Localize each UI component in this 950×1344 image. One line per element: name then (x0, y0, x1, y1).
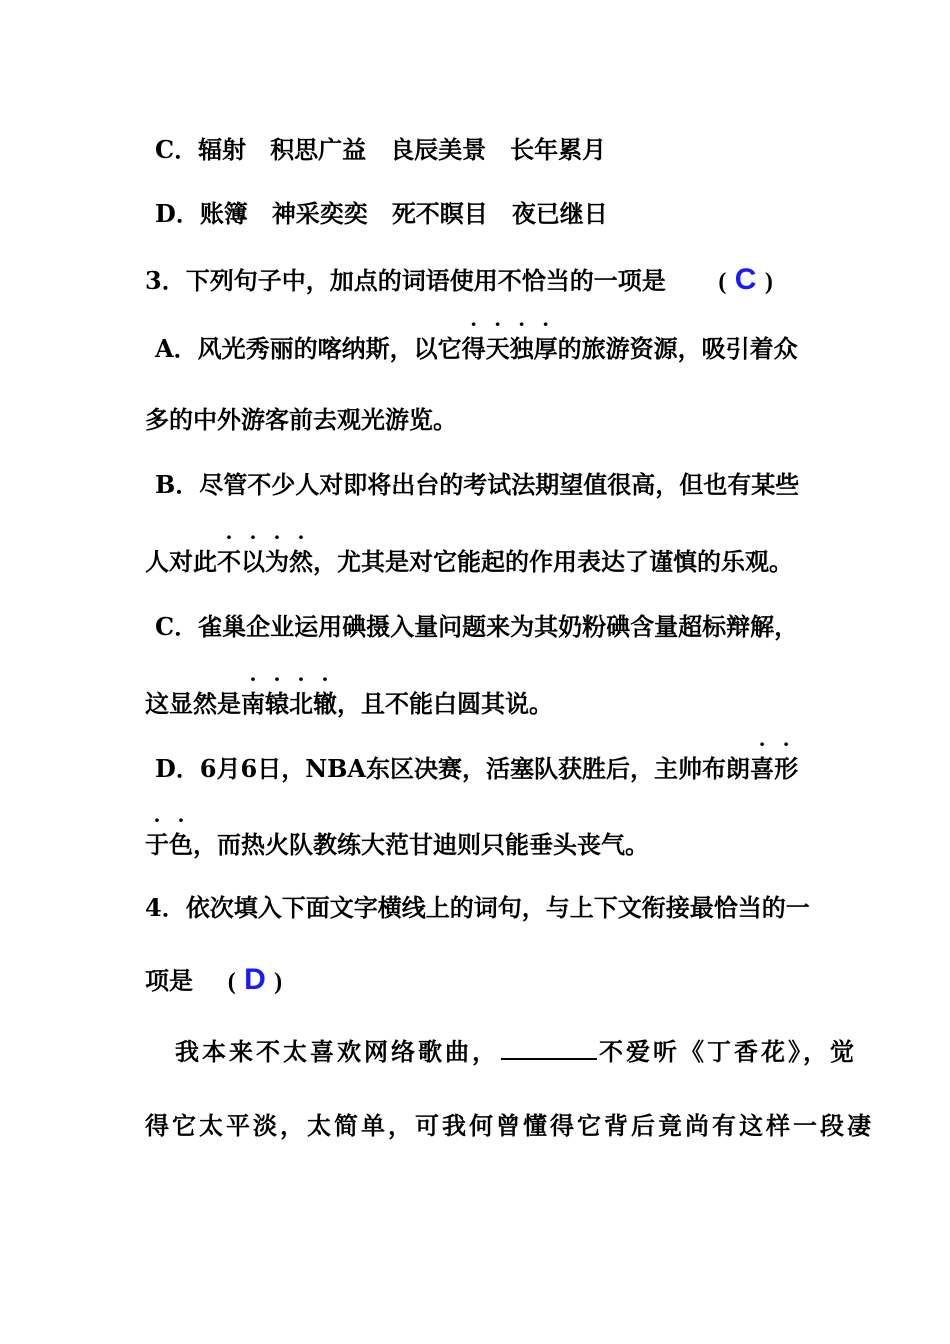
q3-option-c-line1: C．雀巢企业运用碘摄入量问题来为其奶粉碘含量超标辩解， (155, 612, 799, 641)
q3-option-a-line1: A．风光秀丽的喀纳斯，以它得天独厚的旅游资源，吸引着众 (155, 334, 798, 363)
emphasis-dot-char: 南 (241, 689, 265, 718)
emphasis-dot-char: 为 (265, 547, 289, 576)
emphasis-dot-char: 北 (289, 689, 313, 718)
emphasis-dot-char: 形 (774, 754, 799, 783)
q4-stem-line2: 项是 ( D ) (145, 963, 283, 996)
emphasis-dot-char: 然 (289, 547, 313, 576)
q3-option-b-line1: B．尽管不少人对即将出台的考试法期望值很高，但也有某些 (155, 470, 800, 499)
emphasis-dot-char: 辙 (313, 689, 337, 718)
emphasis-dot-char: 色 (169, 830, 193, 859)
q4-passage-line2: 得它太平淡，太简单，可我何曾懂得它背后竟尚有这样一段凄 (145, 1111, 874, 1140)
q3-stem: 3．下列句子中，加点的词语使用不恰当的一项是 ( C ) (145, 263, 773, 296)
emphasis-dot-char: 天 (485, 334, 510, 363)
emphasis-dot-char: 得 (461, 334, 486, 363)
q3-option-d-line1: D．6月6日，NBA东区决赛，活塞队获胜后，主帅布朗喜形 (155, 754, 799, 783)
emphasis-dot-char: 独 (509, 334, 534, 363)
emphasis-dot-char: 于 (145, 830, 169, 859)
q3-option-b-line2: 人对此不以为然，尤其是对它能起的作用表达了谨慎的乐观。 (145, 547, 793, 576)
emphasis-dot-char: 喜 (750, 754, 775, 783)
emphasis-dot-char: 以 (241, 547, 265, 576)
q3-option-c-line2: 这显然是南辕北辙，且不能白圆其说。 (145, 689, 553, 718)
q3-option-a-line2: 多的中外游客前去观光游览。 (145, 405, 457, 434)
emphasis-dot-char: 厚 (533, 334, 558, 363)
q3-answer: C (734, 263, 757, 296)
emphasis-dot-char: 辕 (265, 689, 289, 718)
q4-answer: D (244, 963, 266, 996)
emphasis-dot-char: 不 (217, 547, 241, 576)
q2-option-c: C．辐射 积思广益 良辰美景 长年累月 (155, 135, 607, 164)
fill-in-blank (501, 1036, 597, 1060)
q4-stem-line1: 4．依次填入下面文字横线上的词句，与上下文衔接最恰当的一 (145, 893, 810, 922)
q4-passage-line1: 我本来不太喜欢网络歌曲， 不爱听《丁香花》，觉 (175, 1037, 857, 1066)
q2-option-d: D．账簿 神采奕奕 死不瞑目 夜已继日 (155, 199, 608, 228)
q3-option-d-line2: 于色，而热火队教练大范甘迪则只能垂头丧气。 (145, 830, 649, 859)
